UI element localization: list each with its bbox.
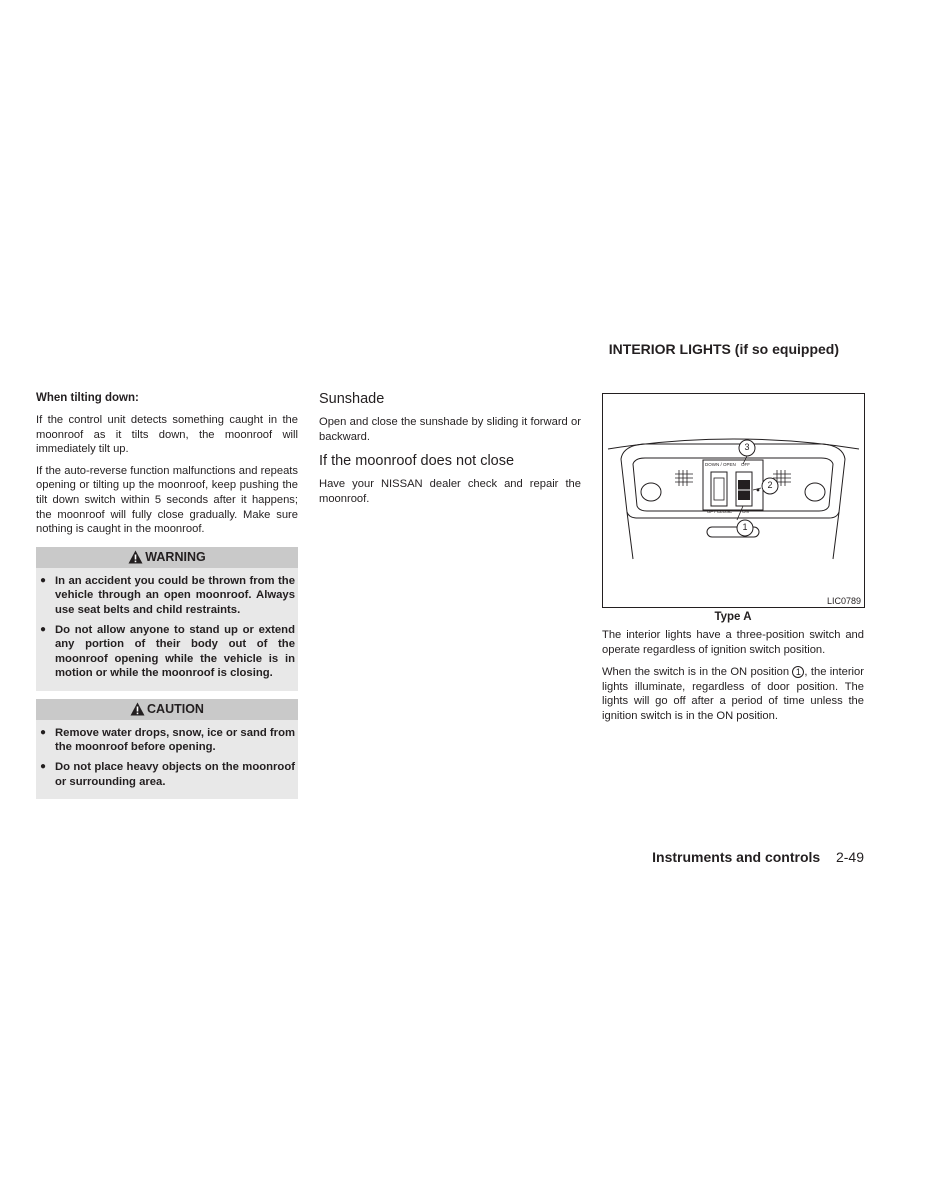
interior-light-figure bbox=[602, 393, 865, 608]
callout-1: 1 bbox=[742, 522, 748, 532]
noclose-heading: If the moonroof does not close bbox=[319, 453, 515, 470]
noclose-text: Have your NISSAN dealer check and repair the moonroof. bbox=[319, 478, 581, 505]
warning-item: ● Do not allow anyone to stand up or extend any portion of their body out of the moonroof opening while the vehicle is in motion or while the moonroof is closing. bbox=[40, 623, 295, 680]
page-footer bbox=[560, 849, 864, 865]
caution-item: ● Do not place heavy objects on the moonroof or surrounding area. bbox=[40, 761, 295, 788]
page-number: 2-49 bbox=[835, 849, 864, 865]
paragraph: If the auto-reverse function malfunctions and repeats opening or tilting up the moonroof, keep pushing the tilt down switch within 5 seconds after it happens; the moonroof will fully close gradually. Make sure nothing is caught in the moonroof. bbox=[36, 464, 298, 536]
footer-section: Instruments and controls bbox=[652, 849, 821, 865]
sunshade-heading: Sunshade bbox=[319, 391, 385, 407]
warning-box bbox=[36, 547, 298, 691]
bullet-icon: ● bbox=[40, 726, 47, 738]
figure-label-on: ON bbox=[742, 509, 749, 514]
caution-title: CAUTION bbox=[147, 702, 204, 717]
warning-triangle-icon bbox=[130, 702, 145, 716]
warning-item: ● In an accident you could be thrown from the vehicle through an open moonroof. Always use seat belts and child restraints. bbox=[40, 574, 295, 616]
callout-3: 3 bbox=[744, 442, 750, 452]
paragraph: The interior lights have a three-position switch and operate regardless of ignition switch position. bbox=[602, 629, 864, 656]
middle-column bbox=[319, 391, 581, 513]
warning-title-bar bbox=[36, 547, 298, 568]
callout-2: 2 bbox=[767, 480, 773, 490]
bullet-icon: ● bbox=[40, 623, 47, 635]
figure-label-up-close: UP / CLOSE bbox=[707, 509, 733, 514]
caution-title-bar bbox=[36, 699, 298, 720]
section-title: INTERIOR LIGHTS (if so equipped) bbox=[608, 341, 839, 357]
caution-box bbox=[36, 699, 298, 800]
bullet-icon: ● bbox=[40, 574, 47, 586]
figure-code: LIC0789 bbox=[826, 596, 861, 606]
sunshade-text: Open and close the sunshade by sliding it forward or backward. bbox=[319, 416, 581, 443]
tilting-down-heading: When tilting down: bbox=[36, 392, 139, 404]
overhead-console-illustration bbox=[603, 394, 864, 607]
warning-triangle-icon bbox=[128, 550, 143, 564]
left-column bbox=[36, 392, 298, 799]
bullet-icon: ● bbox=[40, 761, 47, 773]
warning-title: WARNING bbox=[145, 550, 206, 565]
callout-1-inline: 1 bbox=[792, 666, 804, 678]
caution-item: ● Remove water drops, snow, ice or sand from the moonroof before opening. bbox=[40, 726, 296, 753]
paragraph: When the switch is in the ON position 1 , the interior lights illuminate, regardless of door position. The lights will go off after a period of time unless the ignition switch is in the ON position. bbox=[602, 666, 864, 722]
figure-label-off: OFF bbox=[741, 462, 750, 467]
figure-label-down-open: DOWN / OPEN bbox=[705, 462, 736, 467]
paragraph: If the control unit detects something caught in the moonroof as it tilts down, the moonroof will immediately tilt up. bbox=[36, 414, 298, 456]
figure-caption: Type A bbox=[714, 611, 752, 623]
right-column-text bbox=[602, 628, 864, 731]
